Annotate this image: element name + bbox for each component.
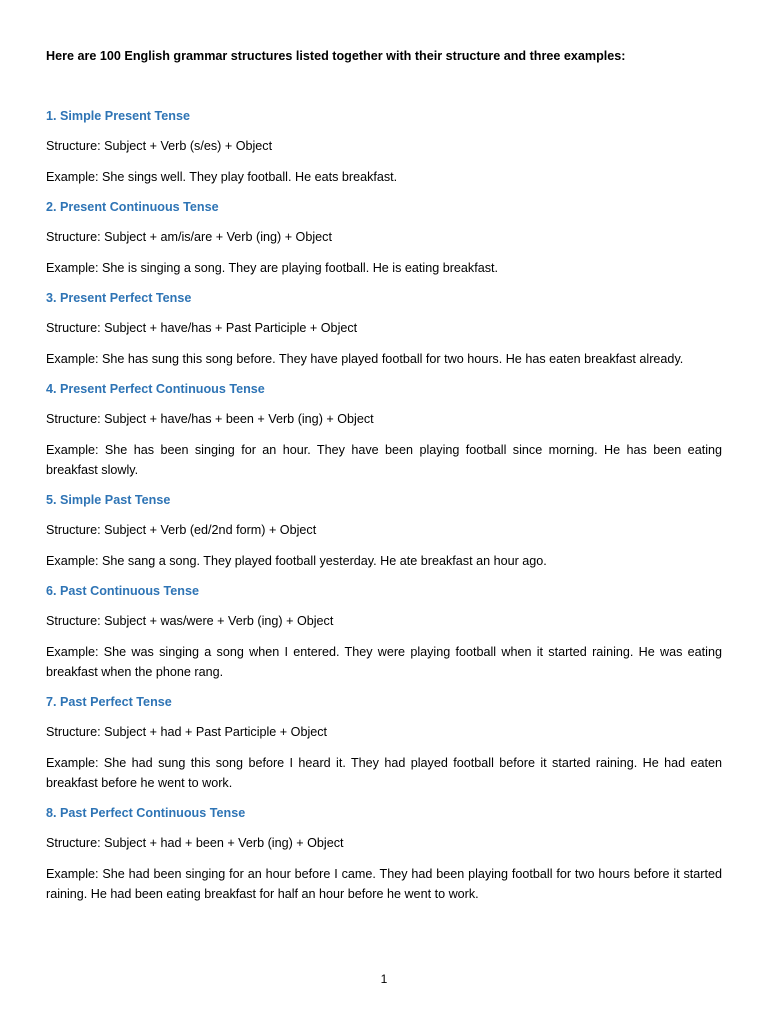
section-example: Example: She sings well. They play football. He eats breakfast. xyxy=(46,170,398,184)
section-structure: Structure: Subject + Verb (s/es) + Object xyxy=(46,139,273,153)
section-example: Example: She has sung this song before. They have played football for two hours. He has eaten breakfast already. xyxy=(46,352,684,366)
intro-text: Here are 100 English grammar structures listed together with their structure and three examples: xyxy=(46,49,626,63)
section-2 xyxy=(46,197,722,278)
section-example: Example: She sang a song. They played football yesterday. He ate breakfast an hour ago. xyxy=(46,554,547,568)
section-heading: 7. Past Perfect Tense xyxy=(46,695,172,709)
section-example: Example: She had sung this song before I heard it. They had played football before it started raining. He had eaten breakfast before he went to work. xyxy=(46,756,722,790)
section-structure: Structure: Subject + had + been + Verb (ing) + Object xyxy=(46,836,344,850)
section-structure: Structure: Subject + am/is/are + Verb (ing) + Object xyxy=(46,230,332,244)
section-example: Example: She has been singing for an hour. They have been playing football since morning. He has been eating breakfast slowly. xyxy=(46,443,722,477)
section-8 xyxy=(46,803,722,904)
section-6 xyxy=(46,581,722,682)
section-3 xyxy=(46,288,722,369)
section-structure: Structure: Subject + had + Past Participle + Object xyxy=(46,725,328,739)
section-heading: 3. Present Perfect Tense xyxy=(46,291,192,305)
section-1 xyxy=(46,106,722,187)
section-structure: Structure: Subject + have/has + Past Participle + Object xyxy=(46,321,358,335)
section-example: Example: She had been singing for an hour before I came. They had been playing football for two hours before it started raining. He had been eating breakfast for half an hour before he went to work. xyxy=(46,867,722,901)
section-heading: 6. Past Continuous Tense xyxy=(46,584,200,598)
page-number: 1 xyxy=(380,972,388,986)
section-heading: 8. Past Perfect Continuous Tense xyxy=(46,806,246,820)
section-heading: 1. Simple Present Tense xyxy=(46,109,190,123)
section-structure: Structure: Subject + was/were + Verb (ing) + Object xyxy=(46,614,334,628)
section-example: Example: She is singing a song. They are playing football. He is eating breakfast. xyxy=(46,261,499,275)
section-example: Example: She was singing a song when I entered. They were playing football when it started raining. He was eating breakfast when the phone rang. xyxy=(46,645,722,679)
section-heading: 2. Present Continuous Tense xyxy=(46,200,219,214)
section-4 xyxy=(46,379,722,480)
section-heading: 5. Simple Past Tense xyxy=(46,493,171,507)
section-5 xyxy=(46,490,722,571)
section-7 xyxy=(46,692,722,793)
section-structure: Structure: Subject + have/has + been + Verb (ing) + Object xyxy=(46,412,374,426)
section-structure: Structure: Subject + Verb (ed/2nd form) + Object xyxy=(46,523,317,537)
section-heading: 4. Present Perfect Continuous Tense xyxy=(46,382,265,396)
